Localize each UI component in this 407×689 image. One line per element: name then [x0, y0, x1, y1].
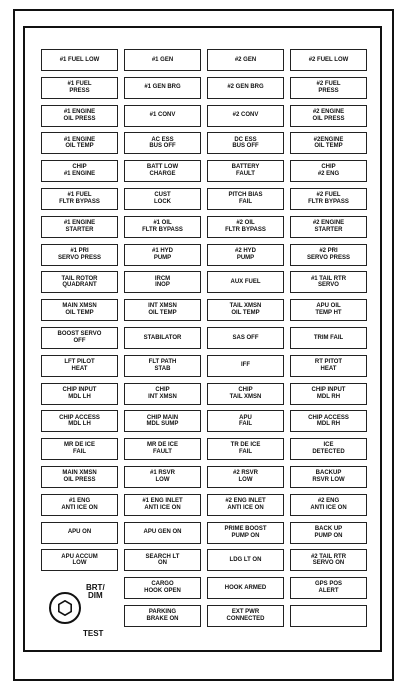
caution-capsule	[290, 605, 367, 627]
caution-capsule: #2 CONV	[207, 105, 284, 127]
caution-capsule: CHIP #1 ENGINE	[41, 160, 118, 182]
caution-advisory-grid	[38, 46, 366, 642]
caution-capsule: CHIP MAIN MDL SUMP	[124, 410, 201, 432]
caution-capsule: #2 ENG INLET ANTI ICE ON	[207, 494, 284, 516]
caution-capsule: TAIL XMSN OIL TEMP	[207, 299, 284, 321]
caution-capsule: #1 CONV	[124, 105, 201, 127]
caution-capsule: #2 PRI SERVO PRESS	[290, 244, 367, 266]
caution-capsule: IFF	[207, 355, 284, 377]
caution-capsule: PRIME BOOST PUMP ON	[207, 522, 284, 544]
caution-capsule: CHIP INPUT MDL RH	[290, 383, 367, 405]
caution-capsule: #1 GEN	[124, 49, 201, 71]
caution-capsule: #2 ENGINE STARTER	[290, 216, 367, 238]
caution-capsule: EXT PWR CONNECTED	[207, 605, 284, 627]
caution-capsule: CARGO HOOK OPEN	[124, 577, 201, 599]
caution-capsule: SEARCH LT ON	[124, 549, 201, 571]
caution-capsule: PARKING BRAKE ON	[124, 605, 201, 627]
caution-capsule: TAIL ROTOR QUADRANT	[41, 271, 118, 293]
caution-capsule: #2 GEN	[207, 49, 284, 71]
caution-capsule: TR DE ICE FAIL	[207, 438, 284, 460]
caution-capsule: MR DE ICE FAIL	[41, 438, 118, 460]
caution-capsule: APU FAIL	[207, 410, 284, 432]
caution-capsule: GPS POS ALERT	[290, 577, 367, 599]
caution-capsule: SAS OFF	[207, 327, 284, 349]
caution-capsule: #1 ENGINE OIL PRESS	[41, 105, 118, 127]
caution-capsule: BATTERY FAULT	[207, 160, 284, 182]
caution-capsule: APU ACCUM LOW	[41, 549, 118, 571]
caution-capsule: BACKUP RSVR LOW	[290, 466, 367, 488]
caution-capsule: APU GEN ON	[124, 522, 201, 544]
caution-capsule: #1 GEN BRG	[124, 77, 201, 99]
caution-capsule: TRIM FAIL	[290, 327, 367, 349]
caution-capsule: CHIP TAIL XMSN	[207, 383, 284, 405]
caution-capsule: MAIN XMSN OIL TEMP	[41, 299, 118, 321]
caution-capsule: INT XMSN OIL TEMP	[124, 299, 201, 321]
caution-capsule: #2 ENGINE OIL PRESS	[290, 105, 367, 127]
caution-capsule: FLT PATH STAB	[124, 355, 201, 377]
caution-capsule: BATT LOW CHARGE	[124, 160, 201, 182]
caution-capsule: #2 ENG ANTI ICE ON	[290, 494, 367, 516]
test-label: TEST	[83, 629, 104, 638]
caution-capsule: #2 RSVR LOW	[207, 466, 284, 488]
caution-capsule: #1 ENG INLET ANTI ICE ON	[124, 494, 201, 516]
caution-capsule: MAIN XMSN OIL PRESS	[41, 466, 118, 488]
caution-capsule: APU OIL TEMP HT	[290, 299, 367, 321]
caution-capsule: ICE DETECTED	[290, 438, 367, 460]
caution-capsule: #1 FUEL LOW	[41, 49, 118, 71]
brt-dim-test-knob[interactable]	[49, 592, 81, 624]
caution-capsule: #2 TAIL RTR SERVO ON	[290, 549, 367, 571]
caution-capsule: AC ESS BUS OFF	[124, 132, 201, 154]
caution-capsule: #2 GEN BRG	[207, 77, 284, 99]
caution-capsule: CHIP #2 ENG	[290, 160, 367, 182]
caution-capsule: DC ESS BUS OFF	[207, 132, 284, 154]
caution-capsule: BACK UP PUMP ON	[290, 522, 367, 544]
caution-capsule: #1 ENGINE STARTER	[41, 216, 118, 238]
caution-capsule: LFT PILOT HEAT	[41, 355, 118, 377]
hex-knob-icon	[57, 600, 73, 616]
caution-capsule: PITCH BIAS FAIL	[207, 188, 284, 210]
caution-capsule: #2 OIL FLTR BYPASS	[207, 216, 284, 238]
caution-capsule: #1 TAIL RTR SERVO	[290, 271, 367, 293]
caution-capsule: #1 RSVR LOW	[124, 466, 201, 488]
caution-capsule: RT PITOT HEAT	[290, 355, 367, 377]
caution-capsule: APU ON	[41, 522, 118, 544]
caution-capsule: IRCM INOP	[124, 271, 201, 293]
caution-capsule: MR DE ICE FAULT	[124, 438, 201, 460]
caution-capsule: #2 FUEL PRESS	[290, 77, 367, 99]
caution-capsule: #1 OIL FLTR BYPASS	[124, 216, 201, 238]
caution-capsule: #2 FUEL FLTR BYPASS	[290, 188, 367, 210]
caution-capsule: #2 HYD PUMP	[207, 244, 284, 266]
brt-dim-label: BRT/ DIM	[86, 583, 105, 600]
caution-capsule: HOOK ARMED	[207, 577, 284, 599]
caution-capsule: AUX FUEL	[207, 271, 284, 293]
caution-capsule: LDG LT ON	[207, 549, 284, 571]
caution-capsule: #2 FUEL LOW	[290, 49, 367, 71]
caution-capsule: #1 ENGINE OIL TEMP	[41, 132, 118, 154]
caution-capsule: CHIP INT XMSN	[124, 383, 201, 405]
caution-capsule: #1 PRI SERVO PRESS	[41, 244, 118, 266]
caution-capsule: CHIP INPUT MDL LH	[41, 383, 118, 405]
caution-capsule: CHIP ACCESS MDL LH	[41, 410, 118, 432]
caution-capsule: #1 FUEL PRESS	[41, 77, 118, 99]
caution-capsule: #1 ENG ANTI ICE ON	[41, 494, 118, 516]
caution-capsule: CHIP ACCESS MDL RH	[290, 410, 367, 432]
caution-capsule: #1 FUEL FLTR BYPASS	[41, 188, 118, 210]
caution-capsule: CUST LOCK	[124, 188, 201, 210]
caution-capsule: BOOST SERVO OFF	[41, 327, 118, 349]
caution-capsule: #1 HYD PUMP	[124, 244, 201, 266]
caution-capsule: #2ENGINE OIL TEMP	[290, 132, 367, 154]
caution-capsule: STABILATOR	[124, 327, 201, 349]
